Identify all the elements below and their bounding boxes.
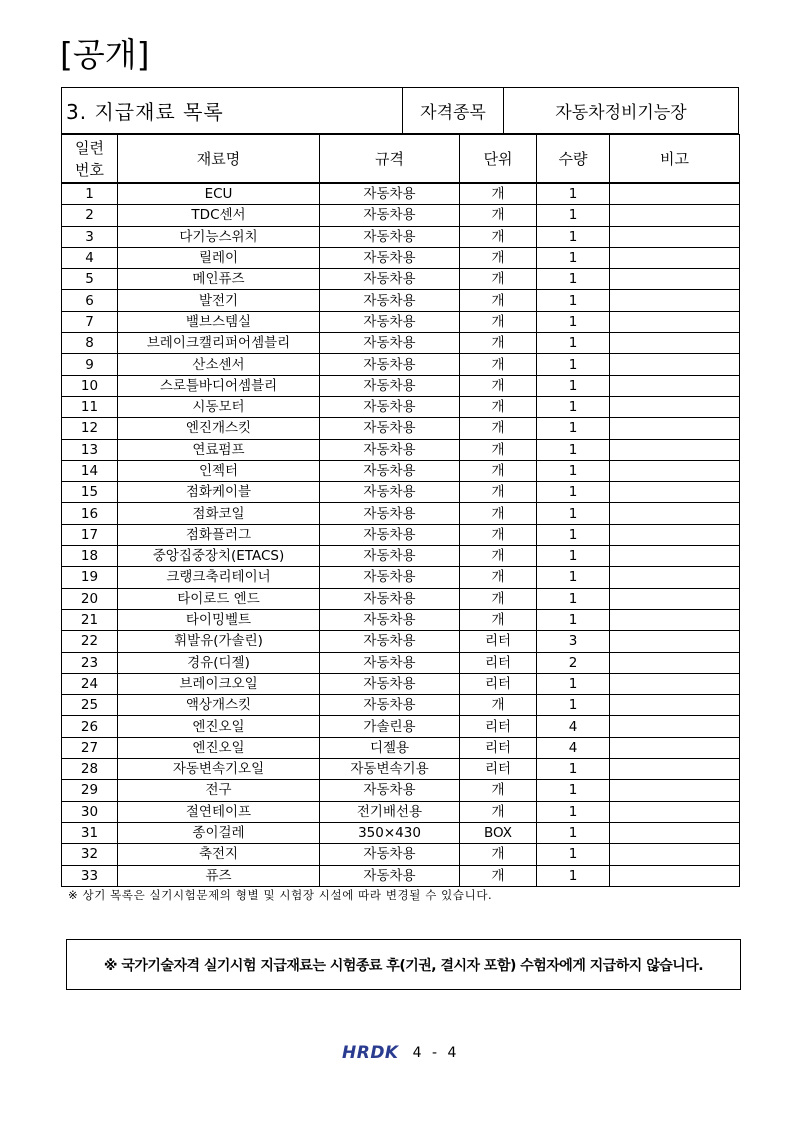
table-row [62,205,740,226]
table-row [62,396,740,417]
col-unit-cell: 리터 [460,759,537,780]
col-qty-cell: 1 [537,311,610,332]
col-material-header: 재료명 [118,135,320,184]
col-spec-cell: 자동차용 [320,226,460,247]
col-qty-cell: 1 [537,865,610,886]
col-material-cell: 축전지 [118,844,320,865]
col-remarks-cell [610,716,740,737]
table-row [62,354,740,375]
col-spec-cell: 자동차용 [320,205,460,226]
col-qty-cell: 1 [537,695,610,716]
col-unit-cell: 개 [460,183,537,205]
col-spec-cell: 자동변속기용 [320,759,460,780]
col-spec-cell: 자동차용 [320,183,460,205]
col-material-cell: 중앙집중장치(ETACS) [118,546,320,567]
col-qty-cell: 1 [537,333,610,354]
col-qty-cell: 1 [537,460,610,481]
col-material-cell: 메인퓨즈 [118,269,320,290]
col-material-cell: 전구 [118,780,320,801]
col-remarks-cell [610,865,740,886]
col-serial-cell: 19 [62,567,118,588]
col-spec-cell: 자동차용 [320,247,460,268]
col-serial-cell: 1 [62,183,118,205]
table-row [62,269,740,290]
col-unit-cell: 개 [460,269,537,290]
col-unit-cell: 리터 [460,652,537,673]
col-material-cell: ECU [118,183,320,205]
col-material-cell: 점화코일 [118,503,320,524]
col-spec-cell: 자동차용 [320,439,460,460]
col-qty-cell: 4 [537,737,610,758]
col-material-cell: 연료펌프 [118,439,320,460]
col-unit-cell: 개 [460,460,537,481]
col-unit-cell: 개 [460,418,537,439]
col-serial-cell: 18 [62,546,118,567]
col-unit-cell: 개 [460,333,537,354]
col-spec-cell: 자동차용 [320,482,460,503]
col-qty-cell: 1 [537,247,610,268]
col-qty-cell: 1 [537,482,610,503]
col-spec-cell: 가솔린용 [320,716,460,737]
col-material-cell: 점화케이블 [118,482,320,503]
col-qty-cell: 1 [537,269,610,290]
col-unit-cell: 개 [460,205,537,226]
col-material-cell: 절연테이프 [118,801,320,822]
col-remarks-cell [610,524,740,545]
col-remarks-cell [610,333,740,354]
col-unit-cell: 리터 [460,716,537,737]
col-qty-header: 수량 [537,135,610,184]
col-remarks-cell [610,439,740,460]
col-spec-cell: 자동차용 [320,588,460,609]
col-qty-cell: 1 [537,503,610,524]
col-unit-cell: 개 [460,524,537,545]
header-box [61,87,739,134]
table-row [62,609,740,630]
col-material-cell: 엔진개스킷 [118,418,320,439]
col-serial-cell: 3 [62,226,118,247]
col-spec-cell: 자동차용 [320,375,460,396]
col-material-cell: 종이걸레 [118,822,320,843]
col-material-cell: 액상개스킷 [118,695,320,716]
col-serial-cell: 14 [62,460,118,481]
table-row [62,822,740,843]
col-material-cell: 시동모터 [118,396,320,417]
col-spec-cell: 자동차용 [320,333,460,354]
col-material-cell: 타이밍벨트 [118,609,320,630]
table-row [62,247,740,268]
col-spec-cell: 자동차용 [320,546,460,567]
col-spec-cell: 350×430 [320,822,460,843]
hrdk-logo: HRDK [342,1043,399,1063]
table-row [62,418,740,439]
table-row [62,716,740,737]
col-qty-cell: 1 [537,205,610,226]
col-unit-cell: BOX [460,822,537,843]
change-note: ※ 상기 목록은 실기시험문제의 형별 및 시험장 시설에 따라 변경될 수 있습니다. [68,888,493,902]
col-remarks-cell [610,311,740,332]
col-remarks-cell [610,546,740,567]
col-serial-cell: 21 [62,609,118,630]
col-unit-cell: 개 [460,588,537,609]
section-title: 3. 지급재료 목록 [66,100,224,124]
col-serial-cell: 9 [62,354,118,375]
col-qty-cell: 1 [537,844,610,865]
col-qty-cell: 1 [537,801,610,822]
col-unit-cell: 개 [460,439,537,460]
col-unit-cell: 개 [460,375,537,396]
col-spec-cell: 자동차용 [320,652,460,673]
col-serial-cell: 2 [62,205,118,226]
col-remarks-cell [610,695,740,716]
col-unit-cell: 개 [460,844,537,865]
col-remarks-cell [610,269,740,290]
col-remarks-cell [610,226,740,247]
table-row [62,673,740,694]
disclosure-label: [공개] [60,35,150,74]
col-material-cell: 밸브스템실 [118,311,320,332]
page-number: 4 - 4 [412,1045,460,1061]
table-row [62,780,740,801]
col-remarks-cell [610,205,740,226]
col-unit-cell: 개 [460,290,537,311]
table-row [62,759,740,780]
col-unit-cell: 개 [460,609,537,630]
col-spec-cell: 자동차용 [320,609,460,630]
col-material-cell: 퓨즈 [118,865,320,886]
footer [342,1043,459,1063]
col-serial-cell: 31 [62,822,118,843]
col-unit-cell: 개 [460,546,537,567]
table-row [62,524,740,545]
col-remarks-cell [610,354,740,375]
col-remarks-cell [610,290,740,311]
col-spec-cell: 자동차용 [320,673,460,694]
col-qty-cell: 3 [537,631,610,652]
col-qty-cell: 2 [537,652,610,673]
col-remarks-cell [610,588,740,609]
col-remarks-cell [610,609,740,630]
table-row [62,183,740,205]
col-material-cell: 브레이크오일 [118,673,320,694]
notice-text: ※ 국가기술자격 실기시험 지급재료는 시험종료 후(기권, 결시자 포함) 수험자에게 지급하지 않습니다. [103,957,704,974]
table-row [62,226,740,247]
col-material-cell: 인젝터 [118,460,320,481]
col-remarks-cell [610,737,740,758]
col-qty-cell: 1 [537,673,610,694]
col-serial-cell: 30 [62,801,118,822]
col-serial-cell: 15 [62,482,118,503]
col-material-cell: 경유(디젤) [118,652,320,673]
col-unit-cell: 개 [460,801,537,822]
col-serial-cell: 5 [62,269,118,290]
col-serial-cell: 24 [62,673,118,694]
col-remarks-cell [610,780,740,801]
col-remarks-header: 비고 [610,135,740,184]
col-qty-cell: 1 [537,375,610,396]
col-material-cell: 엔진오일 [118,716,320,737]
col-qty-cell: 1 [537,759,610,780]
col-material-cell: 타이로드 엔드 [118,588,320,609]
table-row [62,695,740,716]
table-row [62,567,740,588]
col-qty-cell: 1 [537,396,610,417]
col-qty-cell: 1 [537,183,610,205]
col-remarks-cell [610,482,740,503]
col-spec-cell: 자동차용 [320,269,460,290]
table-row [62,631,740,652]
table-body [62,183,740,886]
col-spec-cell: 자동차용 [320,631,460,652]
col-remarks-cell [610,801,740,822]
table-row [62,546,740,567]
col-spec-header: 규격 [320,135,460,184]
col-spec-cell: 자동차용 [320,354,460,375]
col-spec-cell: 자동차용 [320,418,460,439]
col-spec-cell: 디젤용 [320,737,460,758]
col-spec-cell: 자동차용 [320,290,460,311]
col-unit-cell: 개 [460,567,537,588]
col-remarks-cell [610,503,740,524]
col-material-cell: 발전기 [118,290,320,311]
col-unit-cell: 개 [460,482,537,503]
col-serial-cell: 6 [62,290,118,311]
col-remarks-cell [610,247,740,268]
table-row [62,375,740,396]
table-row [62,588,740,609]
col-qty-cell: 1 [537,439,610,460]
col-material-cell: 점화플러그 [118,524,320,545]
col-spec-cell: 자동차용 [320,311,460,332]
col-remarks-cell [610,396,740,417]
col-remarks-cell [610,183,740,205]
col-material-cell: 릴레이 [118,247,320,268]
table-row [62,737,740,758]
col-material-cell: 브레이크캘리퍼어셈블리 [118,333,320,354]
col-qty-cell: 1 [537,609,610,630]
col-spec-cell: 자동차용 [320,524,460,545]
table-row [62,801,740,822]
col-qty-cell: 1 [537,822,610,843]
col-material-cell: 크랭크축리테이너 [118,567,320,588]
col-serial-cell: 33 [62,865,118,886]
col-unit-cell: 개 [460,865,537,886]
col-serial-cell: 7 [62,311,118,332]
col-unit-cell: 개 [460,695,537,716]
col-serial-cell: 25 [62,695,118,716]
table-row [62,460,740,481]
col-spec-cell: 자동차용 [320,567,460,588]
col-serial-cell: 10 [62,375,118,396]
col-material-cell: 산소센서 [118,354,320,375]
col-serial-cell: 17 [62,524,118,545]
col-material-cell: TDC센서 [118,205,320,226]
col-remarks-cell [610,418,740,439]
col-serial-cell: 11 [62,396,118,417]
col-serial-cell: 29 [62,780,118,801]
col-unit-cell: 리터 [460,673,537,694]
col-remarks-cell [610,652,740,673]
col-serial-cell: 23 [62,652,118,673]
col-material-cell: 휘발유(가솔린) [118,631,320,652]
col-serial-cell: 8 [62,333,118,354]
col-unit-cell: 리터 [460,631,537,652]
col-spec-cell: 자동차용 [320,844,460,865]
col-qty-cell: 1 [537,567,610,588]
col-material-cell: 엔진오일 [118,737,320,758]
col-unit-cell: 개 [460,311,537,332]
table-row [62,482,740,503]
col-serial-header: 일련 번호 [62,135,118,184]
col-remarks-cell [610,375,740,396]
col-serial-cell: 32 [62,844,118,865]
col-material-cell: 스로틀바디어셈블리 [118,375,320,396]
qualification-label: 자격종목 [402,88,503,133]
col-remarks-cell [610,844,740,865]
col-qty-cell: 1 [537,354,610,375]
col-spec-cell: 자동차용 [320,460,460,481]
col-unit-cell: 개 [460,226,537,247]
col-material-cell: 자동변속기오일 [118,759,320,780]
table-row [62,439,740,460]
col-qty-cell: 1 [537,226,610,247]
col-spec-cell: 자동차용 [320,780,460,801]
col-remarks-cell [610,631,740,652]
table-row [62,844,740,865]
col-serial-cell: 20 [62,588,118,609]
col-serial-cell: 27 [62,737,118,758]
col-serial-cell: 13 [62,439,118,460]
col-unit-cell: 개 [460,780,537,801]
qualification-value: 자동차정비기능장 [503,88,738,133]
col-remarks-cell [610,567,740,588]
col-qty-cell: 1 [537,780,610,801]
table-header-row [62,135,740,184]
col-spec-cell: 자동차용 [320,865,460,886]
col-unit-cell: 개 [460,503,537,524]
col-unit-cell: 개 [460,354,537,375]
col-spec-cell: 자동차용 [320,503,460,524]
table-row [62,503,740,524]
col-spec-cell: 자동차용 [320,396,460,417]
col-qty-cell: 1 [537,418,610,439]
table-row [62,865,740,886]
col-unit-cell: 리터 [460,737,537,758]
col-unit-cell: 개 [460,247,537,268]
col-qty-cell: 1 [537,588,610,609]
col-spec-cell: 전기배선용 [320,801,460,822]
col-spec-cell: 자동차용 [320,695,460,716]
col-remarks-cell [610,822,740,843]
col-serial-cell: 28 [62,759,118,780]
col-qty-cell: 1 [537,546,610,567]
materials-table [61,134,740,887]
table-row [62,333,740,354]
col-qty-cell: 4 [537,716,610,737]
col-remarks-cell [610,759,740,780]
col-serial-cell: 22 [62,631,118,652]
col-material-cell: 다기능스위치 [118,226,320,247]
col-serial-cell: 26 [62,716,118,737]
notice-box [66,939,741,990]
col-remarks-cell [610,460,740,481]
col-serial-cell: 12 [62,418,118,439]
col-unit-cell: 개 [460,396,537,417]
col-qty-cell: 1 [537,524,610,545]
table-row [62,311,740,332]
col-unit-header: 단위 [460,135,537,184]
col-serial-cell: 4 [62,247,118,268]
table-row [62,652,740,673]
table-row [62,290,740,311]
col-qty-cell: 1 [537,290,610,311]
col-serial-cell: 16 [62,503,118,524]
col-remarks-cell [610,673,740,694]
